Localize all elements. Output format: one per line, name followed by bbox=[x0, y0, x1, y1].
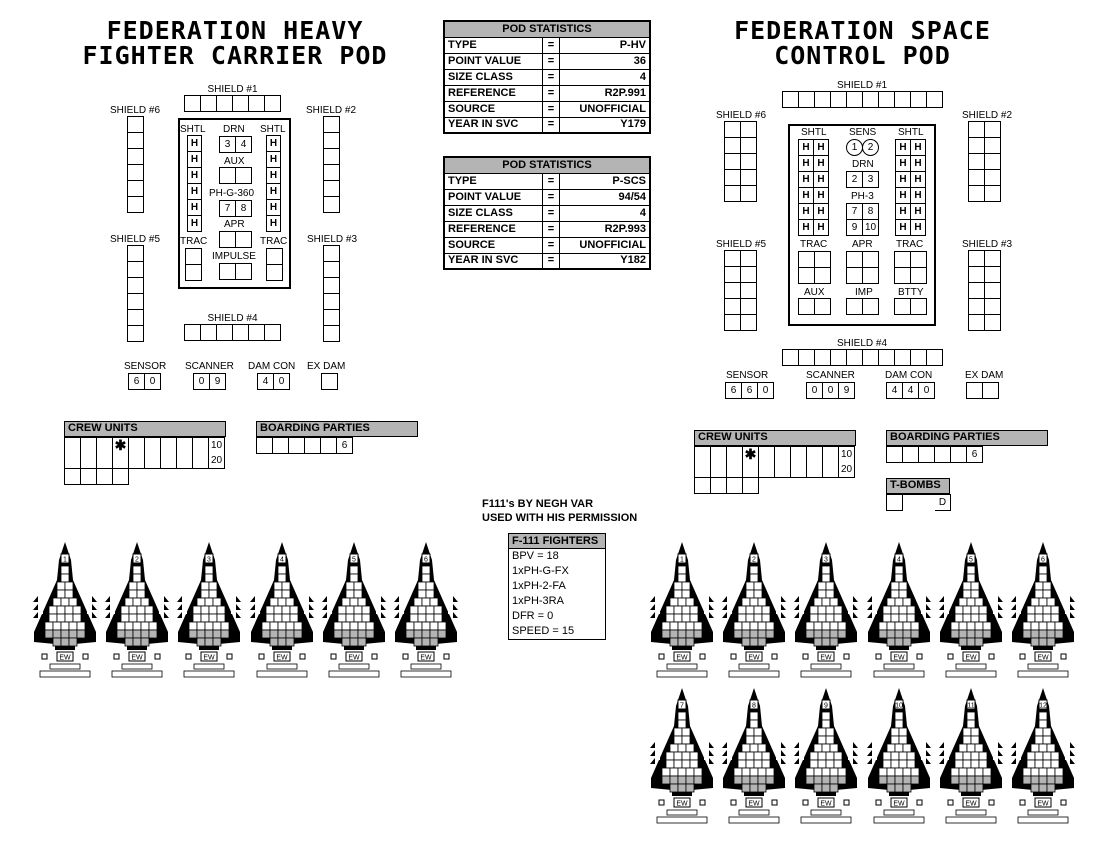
left-shtl-left-label: SHTL bbox=[180, 124, 206, 135]
fighter-number: 8 bbox=[752, 702, 756, 710]
ew-label: EW bbox=[203, 654, 215, 662]
left-boarding-boxes[interactable]: 6 bbox=[256, 437, 353, 454]
ew-label: EW bbox=[676, 654, 688, 662]
left-crew-row-2[interactable]: 20 bbox=[64, 453, 225, 469]
fighter-number: 7 bbox=[680, 702, 684, 710]
right-aux-label: AUX bbox=[804, 287, 825, 298]
right-shield-5-boxes[interactable] bbox=[724, 250, 757, 331]
fighter-number: 3 bbox=[824, 556, 828, 564]
ew-label: EW bbox=[276, 654, 288, 662]
right-fighter-7[interactable] bbox=[647, 686, 717, 831]
right-shield-4-boxes[interactable] bbox=[782, 349, 943, 366]
left-impulse-boxes[interactable] bbox=[219, 263, 252, 280]
ew-label: EW bbox=[748, 654, 760, 662]
fighter-info-line: DFR = 0 bbox=[512, 610, 554, 622]
left-fighter-2[interactable] bbox=[102, 540, 172, 685]
right-pod-title-line1: FEDERATION SPACE bbox=[734, 16, 991, 45]
right-fighter-11[interactable] bbox=[936, 686, 1006, 831]
ew-label: EW bbox=[348, 654, 360, 662]
right-pod-title bbox=[705, 18, 1020, 68]
ew-label: EW bbox=[965, 800, 977, 808]
right-boarding-boxes[interactable]: 6 bbox=[886, 446, 983, 463]
right-fighter-2[interactable] bbox=[719, 540, 789, 685]
left-fighter-3[interactable] bbox=[174, 540, 244, 685]
right-trac-left-boxes[interactable] bbox=[798, 251, 831, 284]
right-apr-label: APR bbox=[852, 239, 873, 250]
ew-label: EW bbox=[893, 654, 905, 662]
table-row: SOURCE = UNOFFICIAL bbox=[444, 101, 650, 117]
credit-line-2: USED WITH HIS PERMISSION bbox=[482, 512, 638, 524]
right-fighter-5[interactable] bbox=[936, 540, 1006, 685]
table-row: POINT VALUE = 94/54 bbox=[444, 189, 650, 205]
left-hangar-left[interactable]: H H H H H H bbox=[187, 135, 202, 232]
left-hangar-right[interactable]: H H H H H H bbox=[266, 135, 281, 232]
left-crew-header: CREW UNITS bbox=[64, 421, 226, 437]
right-aux-boxes[interactable] bbox=[798, 298, 831, 315]
fighter-info-line: BPV = 18 bbox=[512, 550, 559, 562]
pod-stats-table-1 bbox=[443, 20, 651, 134]
left-shield-2-boxes[interactable] bbox=[323, 116, 340, 213]
left-scanner-label: SCANNER bbox=[185, 361, 234, 372]
right-pod-title-line2: CONTROL POD bbox=[774, 41, 951, 70]
left-fighter-4[interactable] bbox=[247, 540, 317, 685]
right-shield-6-boxes[interactable] bbox=[724, 121, 757, 202]
left-shield-5-boxes[interactable] bbox=[127, 245, 144, 342]
left-pod-title-line2: FIGHTER CARRIER POD bbox=[82, 41, 388, 70]
left-drone-boxes[interactable] bbox=[219, 136, 252, 153]
left-boarding-header: BOARDING PARTIES bbox=[256, 421, 418, 437]
right-shield-4-label: SHIELD #4 bbox=[836, 338, 888, 349]
right-imp-label: IMP bbox=[855, 287, 873, 298]
right-scanner-track[interactable]: 0 0 9 bbox=[806, 382, 855, 399]
left-shield-1-label: SHIELD #1 bbox=[207, 84, 258, 95]
table-row: YEAR IN SVC = Y179 bbox=[444, 117, 650, 133]
stats-1-header: POD STATISTICS bbox=[444, 21, 650, 37]
fighter-number: 1 bbox=[680, 556, 684, 564]
ew-label: EW bbox=[131, 654, 143, 662]
fighter-number: 9 bbox=[824, 702, 828, 710]
fighter-number: 2 bbox=[752, 556, 756, 564]
right-btty-label: BTTY bbox=[898, 287, 924, 298]
right-scanner-label: SCANNER bbox=[806, 370, 855, 381]
ew-label: EW bbox=[676, 800, 688, 808]
left-aux-boxes[interactable] bbox=[219, 167, 252, 184]
ew-label: EW bbox=[1037, 800, 1049, 808]
right-crew-header: CREW UNITS bbox=[694, 430, 856, 446]
fighter-info-box bbox=[508, 533, 606, 640]
left-shield-6-label: SHIELD #6 bbox=[110, 105, 161, 116]
fighter-number: 6 bbox=[424, 556, 428, 564]
left-shield-3-label: SHIELD #3 bbox=[307, 234, 358, 245]
right-sensor-circle-2[interactable]: 2 bbox=[862, 139, 879, 156]
table-row: SIZE CLASS = 4 bbox=[444, 205, 650, 221]
right-tbombs-header: T-BOMBS bbox=[886, 478, 950, 494]
left-apr-label: APR bbox=[224, 219, 245, 230]
right-trac-left-label: TRAC bbox=[800, 239, 828, 250]
fighter-number: 6 bbox=[1041, 556, 1045, 564]
right-exdam-label: EX DAM bbox=[965, 370, 1004, 381]
right-btty-boxes[interactable] bbox=[894, 298, 927, 315]
fighter-number: 5 bbox=[352, 556, 356, 564]
left-shield-6-boxes[interactable] bbox=[127, 116, 144, 213]
left-shield-5-label: SHIELD #5 bbox=[110, 234, 161, 245]
left-phaser-box-1: 7 bbox=[220, 201, 236, 217]
right-exdam-boxes[interactable] bbox=[966, 382, 999, 399]
right-drone-boxes[interactable]: 2 3 bbox=[846, 171, 879, 188]
right-sensor-track[interactable]: 6 6 0 bbox=[725, 382, 774, 399]
ew-label: EW bbox=[748, 800, 760, 808]
left-pod-title bbox=[60, 18, 410, 68]
left-fighter-6[interactable] bbox=[391, 540, 461, 685]
fighter-number: 4 bbox=[280, 556, 284, 564]
right-fighter-6[interactable] bbox=[1008, 540, 1078, 685]
fighter-number: 11 bbox=[967, 702, 975, 710]
fighter-info-line: SPEED = 15 bbox=[512, 625, 575, 637]
left-apr-boxes[interactable] bbox=[219, 231, 252, 248]
left-shield-4-label: SHIELD #4 bbox=[207, 313, 258, 324]
left-trac-left-label: TRAC bbox=[180, 236, 208, 247]
table-row: YEAR IN SVC = Y182 bbox=[444, 253, 650, 269]
left-drn-label: DRN bbox=[223, 124, 245, 135]
left-damcon-track[interactable]: 4 0 bbox=[257, 373, 290, 390]
right-sens-label: SENS bbox=[849, 127, 877, 138]
right-imp-boxes[interactable] bbox=[846, 298, 879, 315]
left-fighter-1[interactable] bbox=[30, 540, 100, 685]
ew-label: EW bbox=[820, 800, 832, 808]
right-crew-row-2[interactable]: 20 bbox=[694, 462, 855, 478]
left-impulse-label: IMPULSE bbox=[212, 251, 256, 262]
fighter-number: 2 bbox=[135, 556, 139, 564]
stats-2-header: POD STATISTICS bbox=[444, 157, 650, 173]
left-shield-4-boxes[interactable] bbox=[184, 324, 281, 341]
fighter-number: 10 bbox=[895, 702, 903, 710]
left-phaser-boxes[interactable] bbox=[219, 200, 252, 217]
right-crew-marker-icon: ✱ bbox=[743, 447, 759, 463]
right-fighter-8[interactable] bbox=[719, 686, 789, 831]
left-sensor-track[interactable]: 6 0 bbox=[128, 373, 161, 390]
ew-label: EW bbox=[59, 654, 71, 662]
right-fighter-3[interactable] bbox=[791, 540, 861, 685]
table-row: POINT VALUE = 36 bbox=[444, 53, 650, 69]
right-sensor-label: SENSOR bbox=[726, 370, 769, 381]
left-crew-marker-icon: ✱ bbox=[113, 438, 129, 454]
right-fighter-12[interactable] bbox=[1008, 686, 1078, 831]
fighter-number: 5 bbox=[969, 556, 973, 564]
left-shtl-right-label: SHTL bbox=[260, 124, 286, 135]
right-sensor-circle-1[interactable]: 1 bbox=[846, 139, 863, 156]
ew-label: EW bbox=[820, 654, 832, 662]
left-phaser-label: PH-G-360 bbox=[209, 188, 255, 199]
right-damcon-track[interactable]: 4 4 0 bbox=[886, 382, 935, 399]
right-shield-6-label: SHIELD #6 bbox=[716, 110, 767, 121]
left-drone-box-2: 4 bbox=[236, 137, 252, 153]
right-fighter-9[interactable] bbox=[791, 686, 861, 831]
table-row: SOURCE = UNOFFICIAL bbox=[444, 237, 650, 253]
left-shield-3-boxes[interactable] bbox=[323, 245, 340, 342]
fighter-number: 3 bbox=[207, 556, 211, 564]
ew-label: EW bbox=[420, 654, 432, 662]
left-drone-box-1: 3 bbox=[220, 137, 236, 153]
left-aux-label: AUX bbox=[224, 156, 245, 167]
left-scanner-track[interactable]: 0 9 bbox=[193, 373, 226, 390]
right-shield-3-boxes[interactable] bbox=[968, 250, 1001, 331]
right-shield-1-boxes[interactable] bbox=[782, 91, 943, 108]
right-trac-right-label: TRAC bbox=[896, 239, 924, 250]
right-shield-2-label: SHIELD #2 bbox=[962, 110, 1013, 121]
table-row: REFERENCE = R2P.993 bbox=[444, 221, 650, 237]
fighter-info-line: 1xPH-2-FA bbox=[512, 580, 566, 592]
ew-label: EW bbox=[1037, 654, 1049, 662]
right-phaser-boxes[interactable]: 7 8 9 10 bbox=[846, 203, 879, 236]
right-fighter-4[interactable] bbox=[864, 540, 934, 685]
table-row: SIZE CLASS = 4 bbox=[444, 69, 650, 85]
left-phaser-box-2: 8 bbox=[236, 201, 252, 217]
ew-label: EW bbox=[965, 654, 977, 662]
right-hangar-right[interactable]: H H H H H H H H H H H H bbox=[895, 139, 926, 236]
right-fighter-10[interactable] bbox=[864, 686, 934, 831]
right-shield-1-label: SHIELD #1 bbox=[836, 80, 888, 91]
left-trac-right-boxes[interactable] bbox=[266, 248, 283, 281]
fighter-info-header: F-111 FIGHTERS bbox=[509, 534, 605, 549]
ew-label: EW bbox=[893, 800, 905, 808]
right-shield-3-label: SHIELD #3 bbox=[962, 239, 1013, 250]
right-crew-row-3[interactable] bbox=[694, 478, 759, 494]
right-shield-2-boxes[interactable] bbox=[968, 121, 1001, 202]
left-damcon-label: DAM CON bbox=[248, 361, 296, 372]
fighter-number: 4 bbox=[897, 556, 901, 564]
right-apr-boxes[interactable] bbox=[846, 251, 879, 284]
right-drn-label: DRN bbox=[852, 159, 874, 170]
left-exdam-label: EX DAM bbox=[307, 361, 346, 372]
left-exdam-box[interactable] bbox=[321, 373, 338, 390]
fighter-info-line: 1xPH-G-FX bbox=[512, 565, 569, 577]
right-damcon-label: DAM CON bbox=[885, 370, 933, 381]
right-phaser-label: PH-3 bbox=[851, 191, 874, 202]
right-trac-right-boxes[interactable] bbox=[894, 251, 927, 284]
left-pod-title-line1: FEDERATION HEAVY bbox=[106, 16, 364, 45]
right-fighter-1[interactable] bbox=[647, 540, 717, 685]
right-boarding-header: BOARDING PARTIES bbox=[886, 430, 1048, 446]
table-row: TYPE = P-SCS bbox=[444, 173, 650, 189]
left-crew-row-1[interactable]: ✱ 10 bbox=[64, 437, 225, 454]
right-hangar-left[interactable]: H H H H H H H H H H H H bbox=[798, 139, 829, 236]
right-tbombs-boxes[interactable]: D bbox=[886, 494, 951, 511]
right-shtl-right-label: SHTL bbox=[898, 127, 924, 138]
right-crew-row-1[interactable]: ✱ 10 bbox=[694, 446, 855, 463]
credit-line-1: F111's BY NEGH VAR bbox=[482, 498, 594, 510]
table-row: TYPE = P-HV bbox=[444, 37, 650, 53]
left-crew-row-3[interactable] bbox=[64, 469, 129, 485]
left-shield-2-label: SHIELD #2 bbox=[306, 105, 357, 116]
left-trac-left-boxes[interactable] bbox=[185, 248, 202, 281]
table-row: REFERENCE = R2P.991 bbox=[444, 85, 650, 101]
left-sensor-label: SENSOR bbox=[124, 361, 167, 372]
fighter-info-line: 1xPH-3RA bbox=[512, 595, 564, 607]
fighter-number: 1 bbox=[63, 556, 67, 564]
pod-stats-table-2 bbox=[443, 156, 651, 270]
right-shield-5-label: SHIELD #5 bbox=[716, 239, 767, 250]
fighter-number: 12 bbox=[1039, 702, 1047, 710]
left-fighter-5[interactable] bbox=[319, 540, 389, 685]
right-shtl-left-label: SHTL bbox=[801, 127, 827, 138]
left-shield-1-boxes[interactable] bbox=[184, 95, 281, 112]
left-trac-right-label: TRAC bbox=[260, 236, 288, 247]
